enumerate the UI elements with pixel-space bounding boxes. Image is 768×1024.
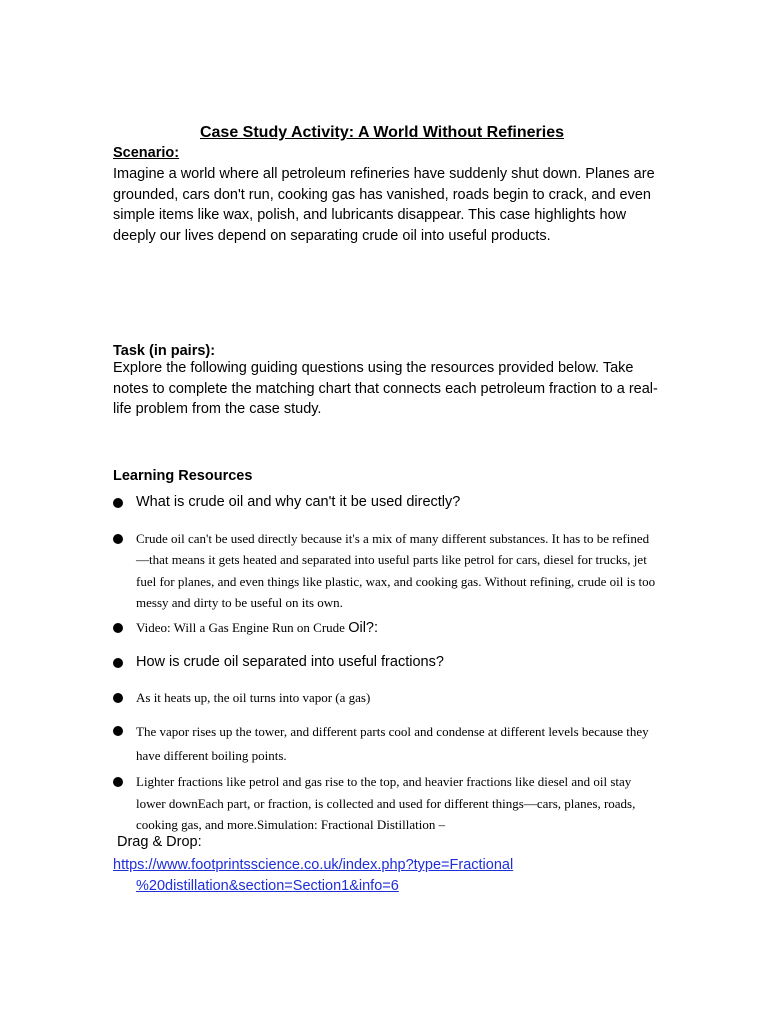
video-label: Video: Will a Gas Engine Run on Crude [136,620,349,635]
bullet-icon [113,498,123,508]
bullet-icon [113,777,123,787]
bullet-icon [113,623,123,633]
bullet-icon [113,658,123,668]
video-label-end: Oil?: [348,620,379,636]
learning-resources-heading: Learning Resources [113,468,253,484]
task-paragraph: Explore the following guiding questions using the resources provided below. Take notes to complete the matching chart that connects each petroleum fraction to a real-life problem from the case study. [113,360,658,418]
bullet-icon [113,693,123,703]
list-item-text: The vapor rises up the tower, and different parts cool and condense at different levels because they have different boiling points. [136,724,649,763]
scenario-paragraph: Imagine a world where all petroleum refineries have suddenly shut down. Planes are grounded, cars don't run, cooking gas has vanished, roads begin to crack, and even simple items like wax, polish, and lubricants disappear. This case highlights how deeply our lives depend on separating crude oil into useful products. [113,166,655,244]
list-item-text: Crude oil can't be used directly because it's a mix of many different substances. It has to be refined—that means it gets heated and separated into useful parts like petrol for cars, diesel for trucks, jet fuel for planes, and even things like plastic, wax, and cooking gas. Without refining, crude oil is too messy and dirty to be useful on its own. [136,531,656,610]
list-item-text [136,617,658,639]
list-item-text: What is crude oil and why can't it be used directly? [136,494,461,510]
list-item-text: How is crude oil separated into useful fractions? [136,654,444,670]
link-line-2[interactable]: %20distillation&section=Section1&info=6 [136,877,399,894]
drag-drop-label: Drag & Drop: [117,834,202,850]
bullet-icon [113,534,123,544]
document-title: Case Study Activity: A World Without Refineries [199,124,565,141]
link-line-1[interactable]: https://www.footprintsscience.co.uk/index.php?type=Fractional [113,857,514,873]
task-heading: Task (in pairs): [113,343,216,359]
scenario-heading: Scenario: [113,145,180,161]
list-item-text: Lighter fractions like petrol and gas rise to the top, and heavier fractions like diesel and oil stay lower downEach part, or fraction, is collected and used for different things—cars, planes, roads, cooking gas, and more.Simulation: Fractional Distillation – [136,774,636,832]
bullet-icon [113,726,123,736]
list-item-text: As it heats up, the oil turns into vapor (a gas) [136,690,371,705]
simulation-link[interactable] [113,855,658,896]
